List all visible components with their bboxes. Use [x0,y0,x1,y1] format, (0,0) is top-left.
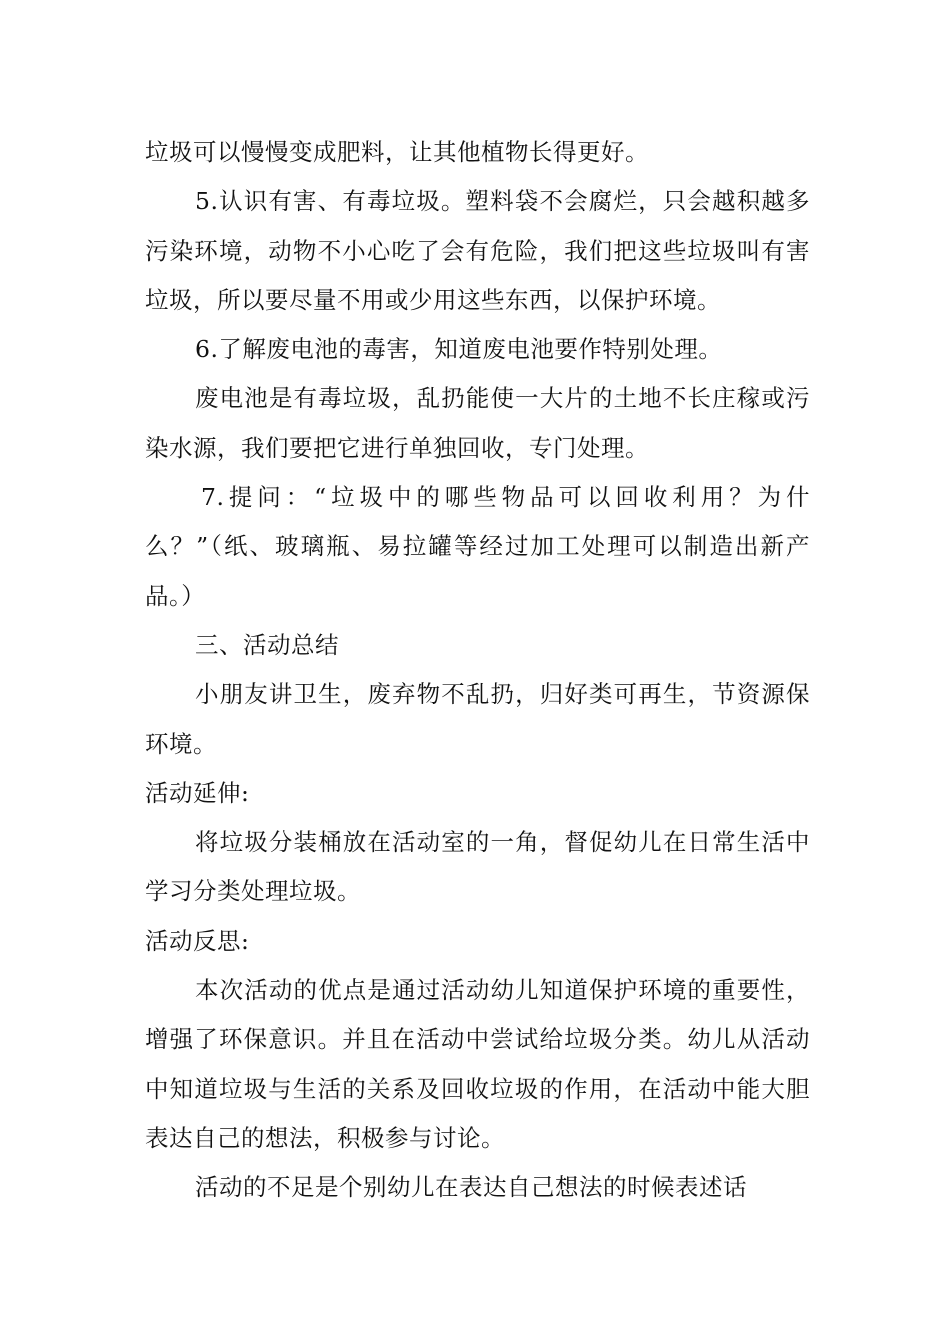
paragraph-compost-continuation: 垃圾可以慢慢变成肥料，让其他植物长得更好。 [145,138,649,166]
section-heading-summary: 三、活动总结 [195,630,339,659]
paragraph-reflection-weaknesses: 活动的不足是个别幼儿在表达自己想法的时候表述话 [195,1173,747,1202]
label-activity-reflection: 活动反思: [145,926,250,955]
document-body [145,128,810,1213]
paragraph-summary: 小朋友讲卫生，废弃物不乱扔，归好类可再生，节资源保环境。 [145,680,810,758]
label-activity-extension: 活动延伸: [145,778,250,807]
paragraph-extension: 将垃圾分装桶放在活动室的一角，督促幼儿在日常生活中学习分类处理垃圾。 [145,828,810,906]
paragraph-harmful-waste: 5.认识有害、有毒垃圾。塑料袋不会腐烂，只会越积越多污染环境，动物不小心吃了会有危险，我们把这些垃圾叫有害垃圾，所以要尽量不用或少用这些东西，以保护环境。 [145,187,810,314]
paragraph-reflection-strengths: 本次活动的优点是通过活动幼儿知道保护环境的重要性，增强了环保意识。并且在活动中尝试给垃圾分类。幼儿从活动中知道垃圾与生活的关系及回收垃圾的作用，在活动中能大胆表达自己的想法，积极参与讨论。 [145,976,810,1152]
paragraph-question: 7.提问：“垃圾中的哪些物品可以回收利用？为什么？”（纸、玻璃瓶、易拉罐等经过加工处理可以制造出新产品。） [145,483,810,610]
paragraph-battery-detail: 废电池是有毒垃圾，乱扔能使一大片的土地不长庄稼或污染水源，我们要把它进行单独回收，专门处理。 [145,384,810,462]
paragraph-battery-heading: 6.了解废电池的毒害，知道废电池要作特别处理。 [195,335,723,364]
